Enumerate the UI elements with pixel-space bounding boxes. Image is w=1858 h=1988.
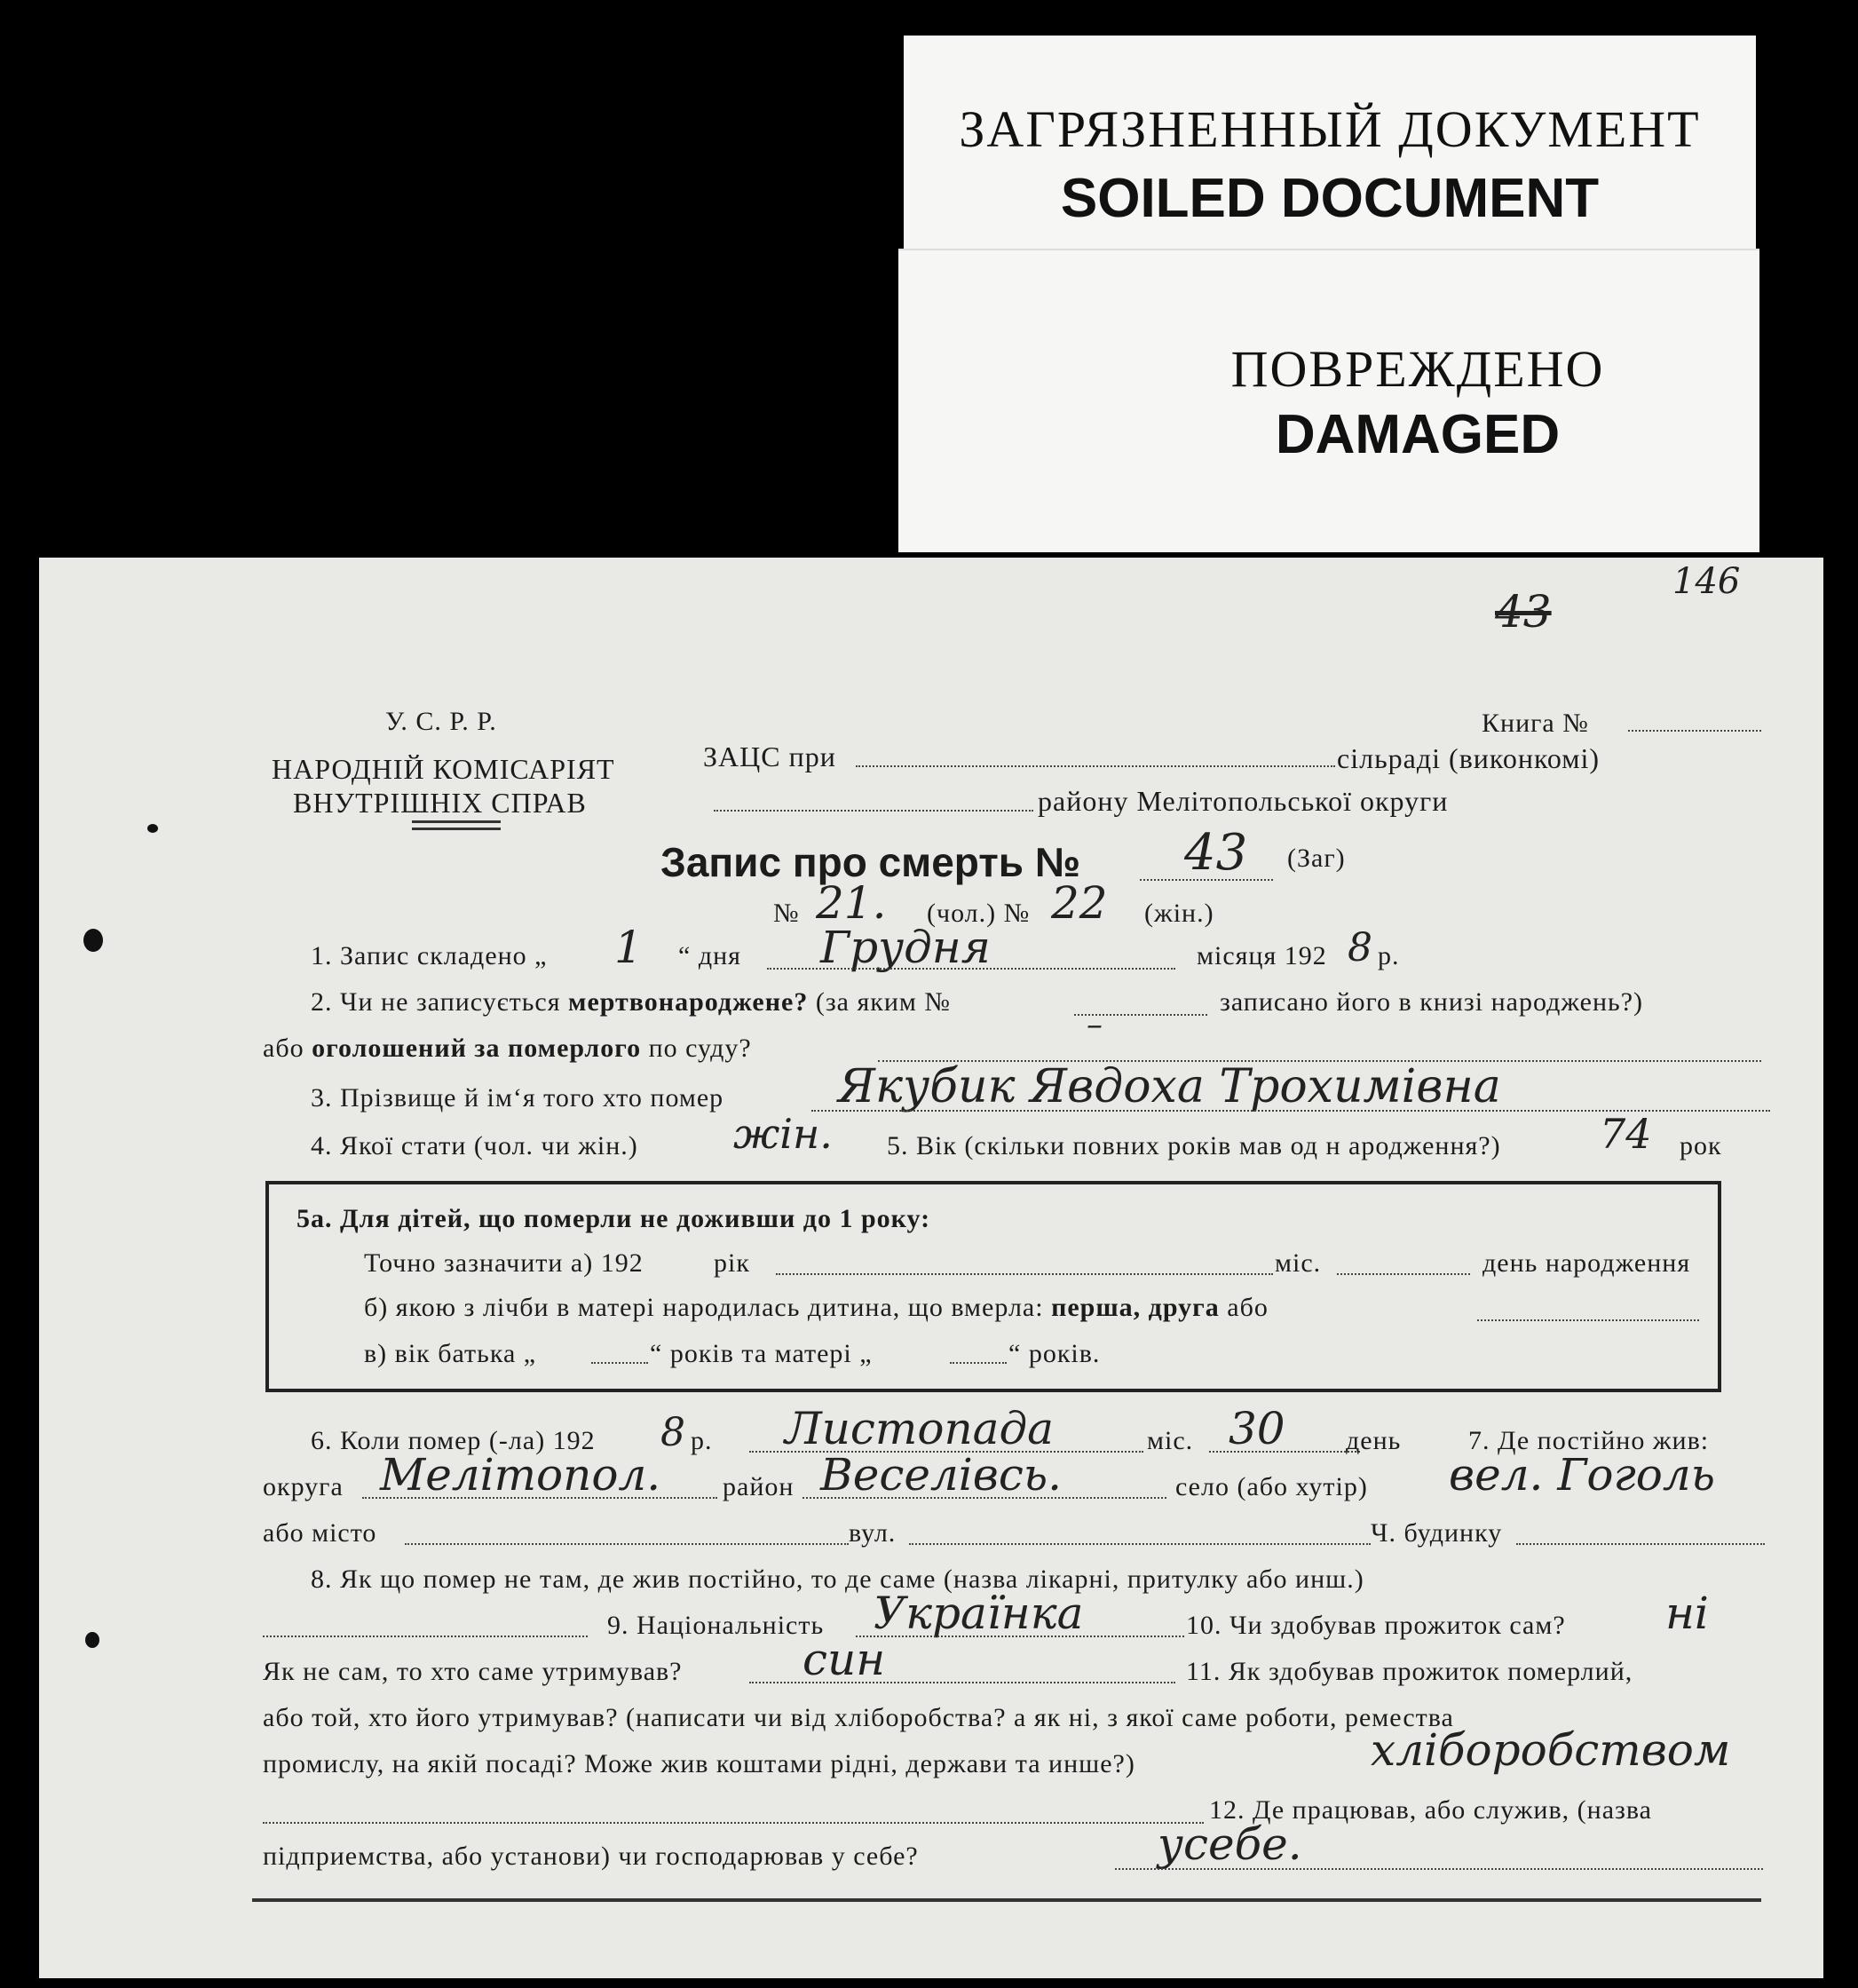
okruha-line <box>362 1497 717 1499</box>
budynok-line <box>1516 1543 1765 1545</box>
field9-label: 9. Національність <box>607 1611 825 1640</box>
male-record-label: (чол.) № <box>927 899 1031 928</box>
death-month: Листопада <box>785 1403 1054 1454</box>
zags-label: ЗАЦС при <box>703 741 836 772</box>
field5a-line1-b: рік <box>714 1248 750 1278</box>
death-month-suffix: міс. <box>1147 1426 1194 1455</box>
field3-label: 3. Прізвище й ім‘я того хто помер <box>311 1083 724 1113</box>
field11-line3: промислу, на якій посаді? Може жив коштами рідні, держави та инше?) <box>263 1749 1135 1778</box>
field2-label: 2. Чи не записується мертвонароджене? (за яким № <box>311 987 952 1017</box>
selo-label: село (або хутір) <box>1175 1472 1368 1501</box>
district-label: району Мелітопольської округи <box>1038 785 1449 817</box>
field11-label: 11. Як здобував прожиток померлий, <box>1186 1657 1633 1686</box>
occupation-value: хліборобством <box>1371 1724 1731 1776</box>
field1-year-digit: 8 <box>1348 925 1372 970</box>
rayon-value: Веселівсь. <box>820 1449 1062 1501</box>
rayon-label: район <box>723 1472 795 1501</box>
sex-value: жін. <box>733 1110 833 1158</box>
damaged-stamp-ru: ПОВРЕЖДЕНО <box>1230 340 1605 398</box>
district-field-line <box>714 810 1033 812</box>
field11-line2: або той, хто його утримував? (написати чи від хліборобства? а як ні, з якої саме роботи, ремества <box>263 1703 1454 1732</box>
field11-line <box>263 1822 1204 1824</box>
workplace-value: усебе. <box>1158 1818 1302 1870</box>
ministry-line2: ВНУТРІШНІХ СПРАВ <box>293 787 587 819</box>
field5a-line3-b: “ років та матері „ <box>650 1339 873 1368</box>
mother-age-line <box>950 1362 1007 1364</box>
okruha-value: Мелітопол. <box>380 1449 661 1501</box>
soiled-stamp-en: SOILED DOCUMENT <box>1060 168 1600 229</box>
punch-hole <box>85 1632 99 1648</box>
form-title: Запис про смерть № <box>660 839 1081 885</box>
nationality-line <box>856 1636 1184 1637</box>
damaged-stamp <box>898 250 1759 552</box>
field2b-value: – <box>1087 1007 1103 1043</box>
silrada-label: сільраді (виконкомі) <box>1337 742 1601 774</box>
field10b-label: Як не сам, то хто саме утримував? <box>263 1657 683 1686</box>
field1-label: 1. Запис складено „ <box>311 941 548 970</box>
supporter-value: син <box>802 1634 886 1685</box>
field1-month-suffix: місяця 192 <box>1197 941 1327 970</box>
bottom-rule <box>252 1898 1761 1902</box>
age-suffix: рок <box>1680 1131 1722 1160</box>
supporter-line <box>749 1682 1175 1683</box>
nationality-value: Українка <box>874 1588 1084 1639</box>
workplace-line <box>1115 1868 1763 1870</box>
field2b-label: або оголошений за померлого по суду? <box>263 1034 752 1063</box>
field10-label: 10. Чи здобував прожиток сам? <box>1186 1611 1566 1640</box>
field1-month-line <box>767 968 1175 970</box>
age-value: 74 <box>1600 1110 1652 1158</box>
field5a-month-line <box>1337 1273 1470 1275</box>
title-suffix: (Заг) <box>1287 844 1346 873</box>
soiled-stamp-ru: ЗАГРЯЗНЕННЫЙ ДОКУМЕНТ <box>959 100 1701 158</box>
field5a-year-line <box>776 1273 1273 1275</box>
field5a-line2: б) якою з лічби в матері народилась дитина, що вмерла: перша, друга або <box>364 1293 1269 1322</box>
record-no-label: № <box>773 899 800 928</box>
female-record-label: (жін.) <box>1144 899 1214 928</box>
misto-label: або місто <box>263 1518 377 1548</box>
state-abbrev: У. С. Р. Р. <box>385 707 497 736</box>
death-year-suffix: р. <box>691 1426 713 1455</box>
field5a-line1-d: день народження <box>1482 1248 1691 1278</box>
vul-label: вул. <box>849 1518 897 1548</box>
rayon-line <box>802 1497 1166 1499</box>
death-day-line <box>1209 1451 1360 1453</box>
father-age-line <box>591 1362 648 1364</box>
budynok-label: Ч. будинку <box>1371 1518 1503 1548</box>
male-record-number: 21. <box>816 877 887 929</box>
damaged-stamp-en: DAMAGED <box>1275 404 1561 465</box>
punch-hole <box>83 929 103 952</box>
field5a-line1-a: Точно зазначити а) 192 <box>364 1248 644 1278</box>
deceased-name: Якубик Явдоха Трохимівна <box>838 1060 1501 1113</box>
divider <box>412 828 501 830</box>
death-day-suffix: день <box>1346 1426 1402 1455</box>
selo-value: вел. Гоголь <box>1449 1449 1715 1501</box>
vul-line <box>909 1543 1371 1545</box>
field12-line2: підприемства, або установи) чи господарював у себе? <box>263 1841 919 1871</box>
book-field-line <box>1628 730 1761 732</box>
divider <box>412 820 501 823</box>
field6-label: 6. Коли помер (-ла) 192 <box>311 1426 596 1455</box>
ministry-line1: НАРОДНІЙ КОМІСАРІЯТ <box>272 753 615 785</box>
field1-day-suffix: “ дня <box>678 941 741 970</box>
self-support-value: ні <box>1665 1588 1709 1639</box>
field7-label: 7. Де постійно жив: <box>1468 1426 1710 1455</box>
zags-field-line <box>856 765 1335 767</box>
field5a-order-line <box>1477 1319 1699 1321</box>
field5-label: 5. Вік (скільки повних років мав од н ародження?) <box>887 1131 1501 1160</box>
okruha-label: округа <box>263 1472 344 1501</box>
misto-line <box>405 1543 849 1545</box>
death-record-form <box>39 558 1823 1978</box>
female-record-number: 22 <box>1051 877 1108 929</box>
record-number: 43 <box>1184 824 1248 882</box>
field1-month: Грудня <box>820 922 991 973</box>
field5a-line3-c: “ років. <box>1008 1339 1101 1368</box>
field12-label: 12. Де працював, або служив, (назва <box>1209 1795 1652 1825</box>
field4-label: 4. Якої стати (чол. чи жін.) <box>311 1131 638 1160</box>
field5a-line3-a: в) вік батька „ <box>364 1339 537 1368</box>
archive-record-mark: 43 <box>1495 586 1552 638</box>
record-number-line <box>1140 879 1273 881</box>
field5a-title: 5а. Для дітей, що померли не доживши до 1 року: <box>296 1204 931 1233</box>
field1-year-suffix: р. <box>1378 941 1400 970</box>
death-day: 30 <box>1229 1403 1285 1454</box>
book-label: Книга № <box>1482 709 1589 738</box>
field5a-line1-c: міс. <box>1275 1248 1322 1278</box>
archive-page-number: 146 <box>1672 561 1741 602</box>
field1-day: 1 <box>614 922 643 973</box>
field8-label: 8. Як що помер не там, де жив постійно, то де саме (назва лікарні, притулку або инш.) <box>311 1564 1364 1594</box>
punch-hole <box>147 824 158 833</box>
death-year-digit: 8 <box>660 1410 685 1455</box>
field8-line <box>263 1636 588 1637</box>
field2-label-c: записано його в книзі народжень?) <box>1220 987 1644 1017</box>
